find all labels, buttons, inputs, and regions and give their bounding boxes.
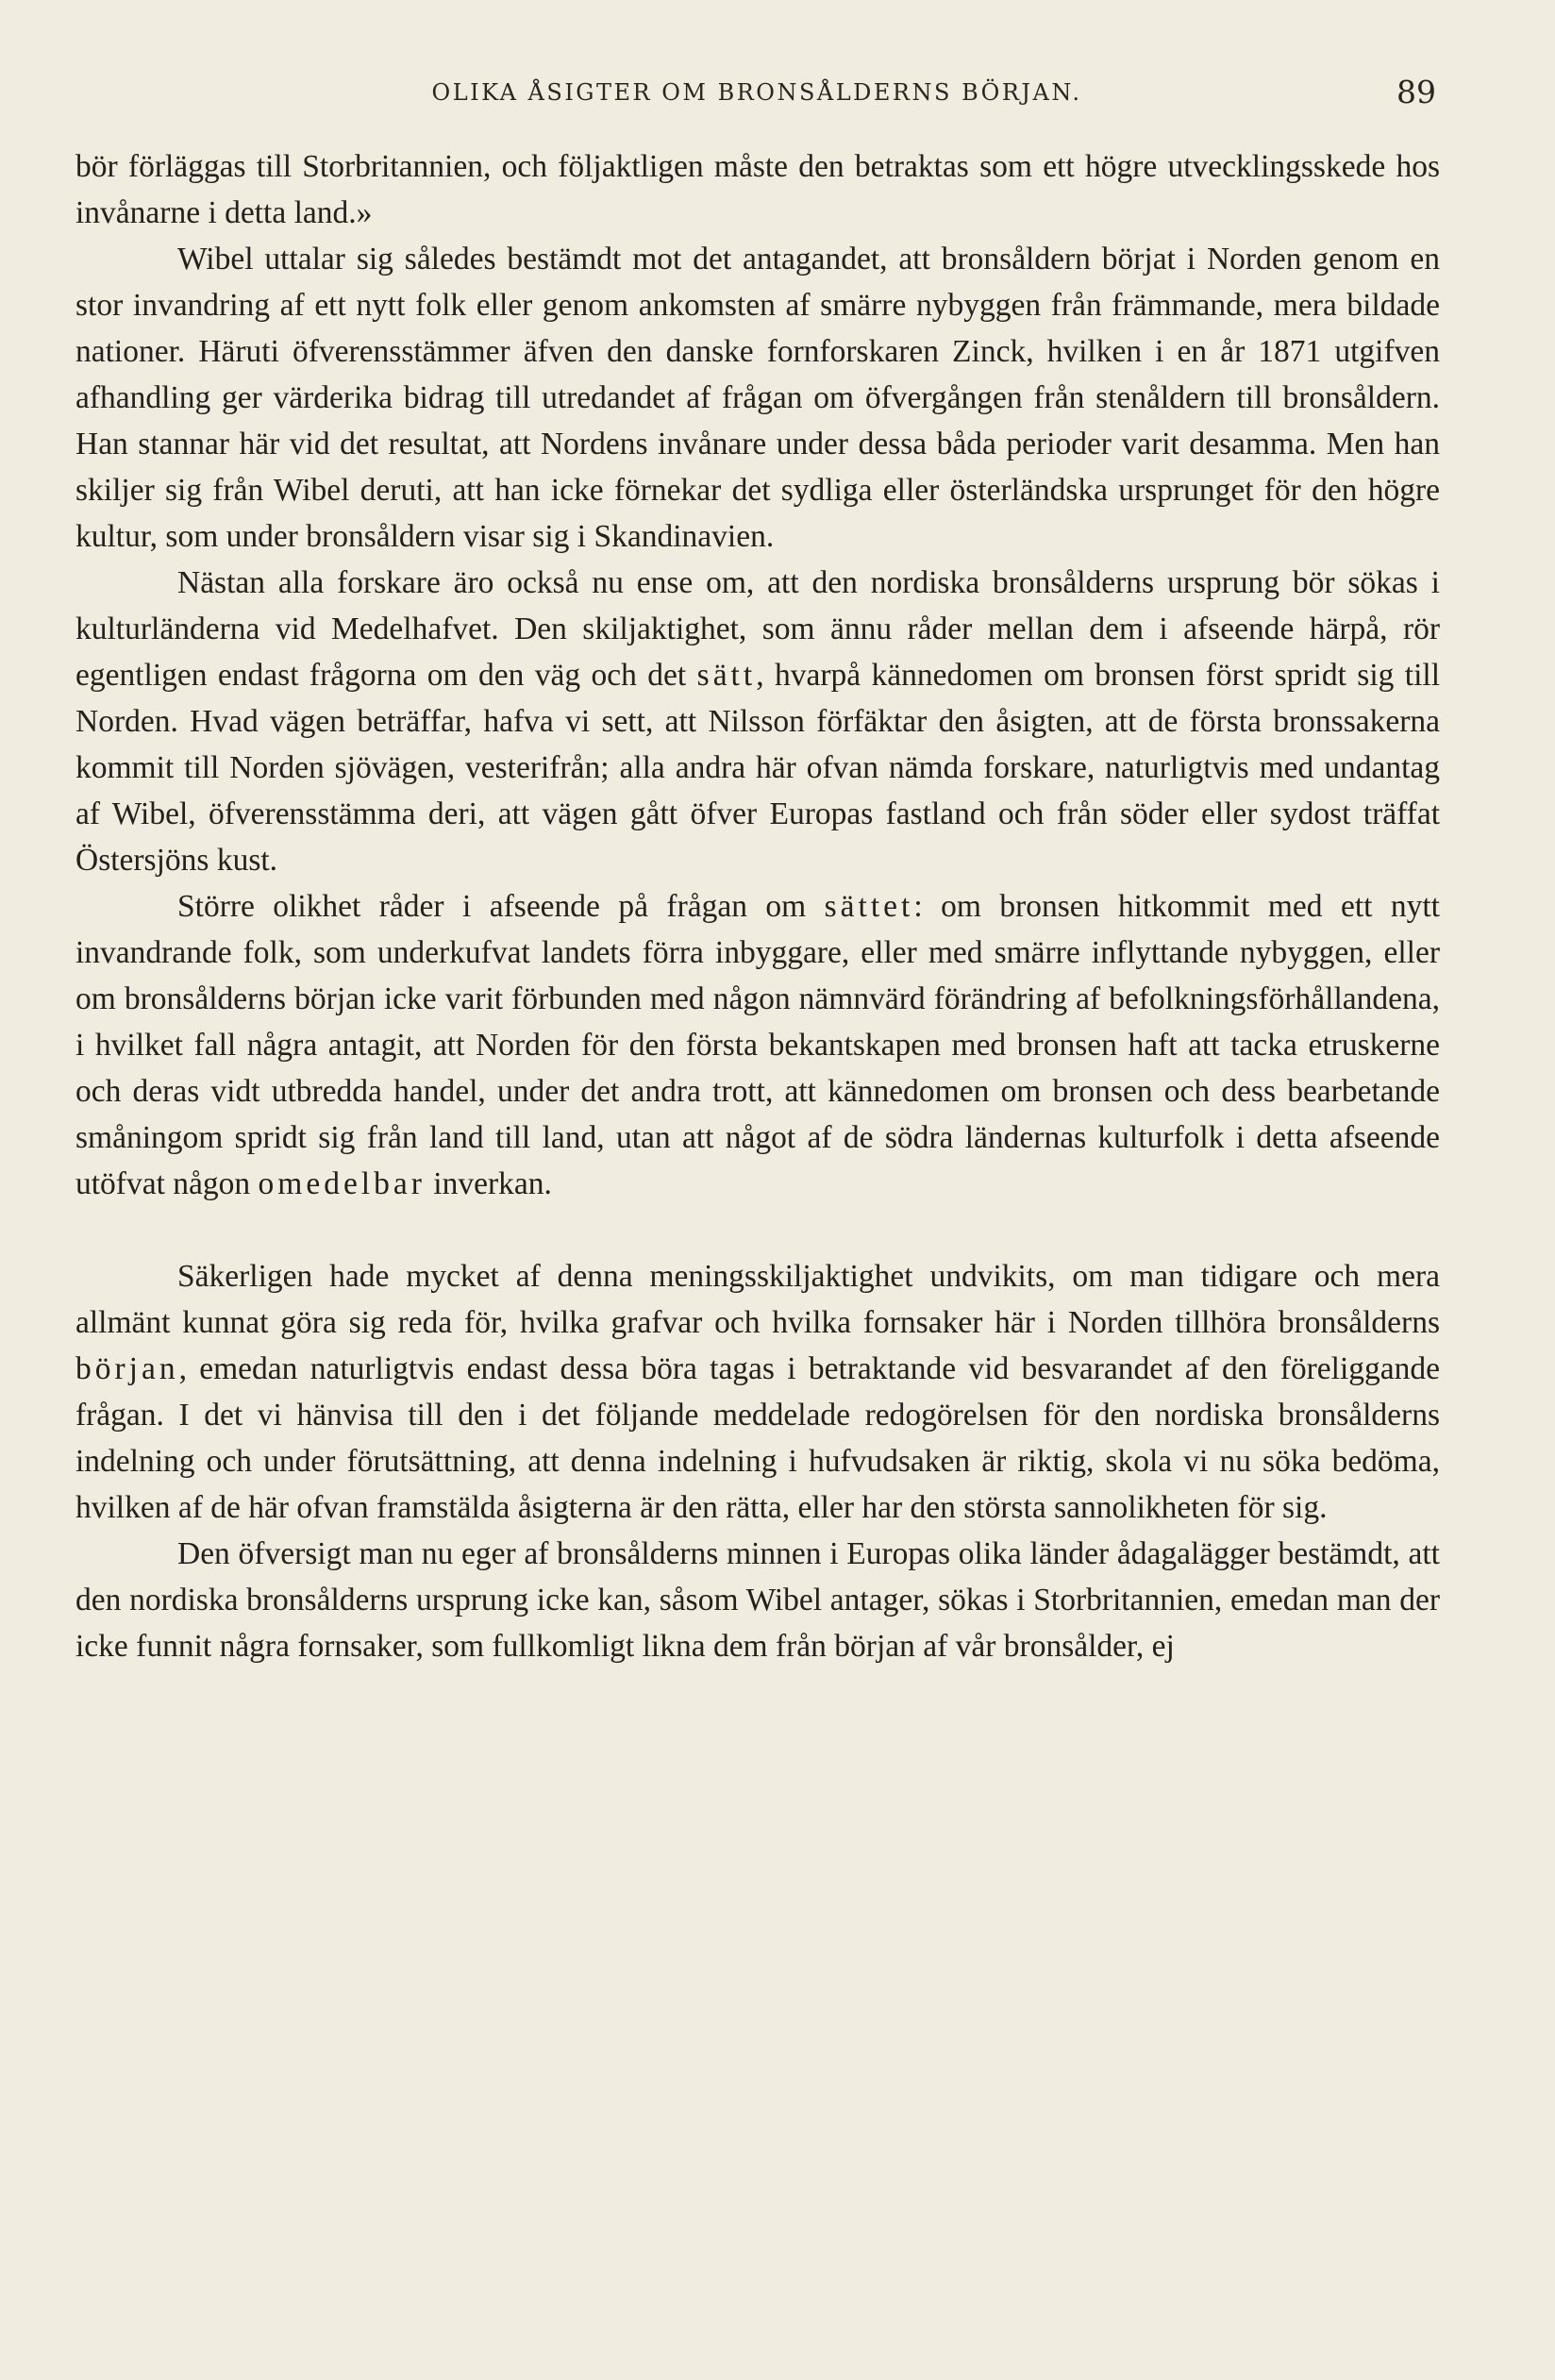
page-number: 89 [1396, 74, 1436, 110]
paragraph-5-emphasis: början [75, 1351, 179, 1386]
body-text [75, 143, 1440, 1669]
running-header [77, 74, 1436, 111]
paragraph-3-text-b: , hvarpå kännedomen om bronsen först spridt sig till Norden. Hvad vägen beträffar, hafva vi sett, att Nilsson förfäktar den åsigten, att de första bronssakerna kommit till Norden sjövägen, vesterifrån; alla andra här ofvan nämda forskare, naturligtvis med undantag af Wibel, öfverensstämma deri, att vägen gått öfver Europas fastland och från söder eller sydost träffat Östersjöns kust. [75, 658, 1441, 878]
paragraph-4-emphasis-2: omedelbar [258, 1166, 426, 1201]
paragraph-1: bör förläggas till Storbritannien, och följaktligen måste den betraktas som ett högre utvecklingsskede hos invånarne i detta land.» [75, 149, 1440, 230]
paragraph-4-emphasis: sättet [824, 889, 914, 924]
running-title: OLIKA ÅSIGTER OM BRONSÅLDERNS BÖRJAN. [431, 79, 1082, 106]
paragraph-4-text-c: inverkan. [433, 1166, 552, 1201]
paragraph-4-text-b: : om bronsen hitkommit med ett nytt invandrande folk, som underkufvat landets förra inbyggare, eller med smärre inflyttande nybyggen, eller om bronsålderns början icke varit förbunden med någon nämnvärd förändring af befolkningsförhållandena, i hvilket fall några antagit, att Norden för den första bekantskapen med bronsen haft att tacka etruskerne och deras vidt utbredda handel, under det andra trott, att kännedomen om bronsen och dess bearbetande småningom spridt sig från land till land, utan att något af de södra ländernas kulturfolk i detta afseende utöfvat någon [75, 889, 1440, 1201]
paragraph-3-emphasis: sätt [696, 658, 757, 693]
paragraph-4 [75, 883, 1440, 1207]
paragraph-2: Wibel uttalar sig således bestämdt mot det antagandet, att bronsåldern börjat i Norden genom en stor invandring af ett nytt folk eller genom ankomsten af smärre nybyggen från främmande, mera bildade nationer. Häruti öfverensstämmer äfven den danske fornforskaren Zinck, hvilken i en år 1871 utgifven afhandling ger värderika bidrag till utredandet af frågan om öfvergången från stenåldern till bronsåldern. Han stannar här vid det resultat, att Nordens invånare under dessa båda perioder varit desamma. Men han skiljer sig från Wibel deruti, att han icke förnekar det sydliga eller österländska ursprunget för den högre kultur, som under bronsåldern visar sig i Skandinavien. [75, 242, 1440, 554]
paragraph-5 [75, 1253, 1440, 1531]
paragraph-4-text-a: Större olikhet råder i afseende på frågan om [177, 889, 807, 924]
paragraph-3 [75, 560, 1440, 883]
paragraph-5-text-a: Säkerligen hade mycket af denna meningsskiljaktighet undvikits, om man tidigare och mera allmänt kunnat göra sig reda för, hvilka grafvar och hvilka fornsaker här i Norden tillhöra bronsålderns [75, 1259, 1440, 1340]
section-gap [75, 1207, 1440, 1253]
paragraph-6: Den öfversigt man nu eger af bronsålderns minnen i Europas olika länder ådagalägger bestämdt, att den nordiska bronsålderns ursprung icke kan, såsom Wibel antager, sökas i Storbritannien, emedan man der icke funnit några fornsaker, som fullkomligt likna dem från början af vår bronsålder, ej [75, 1536, 1440, 1664]
paragraph-3-text-a: Nästan alla forskare äro också nu ense om, att den nordiska bronsålderns ursprung bör sökas i kulturländerna vid Medelhafvet. Den skiljaktighet, som ännu råder mellan dem i afseende härpå, rör egentligen endast frågorna om den väg och det [75, 565, 1440, 693]
paragraph-5-text-b: , emedan naturligtvis endast dessa böra tagas i betraktande vid besvarandet af den föreliggande frågan. I det vi hänvisa till den i det följande meddelade redogörelsen för den nordiska bronsålderns indelning och under förutsättning, att denna indelning i hufvudsaken är riktig, skola vi nu söka bedöma, hvilken af de här ofvan framstälda åsigterna är den rätta, eller har den största sannolikheten för sig. [75, 1351, 1440, 1525]
